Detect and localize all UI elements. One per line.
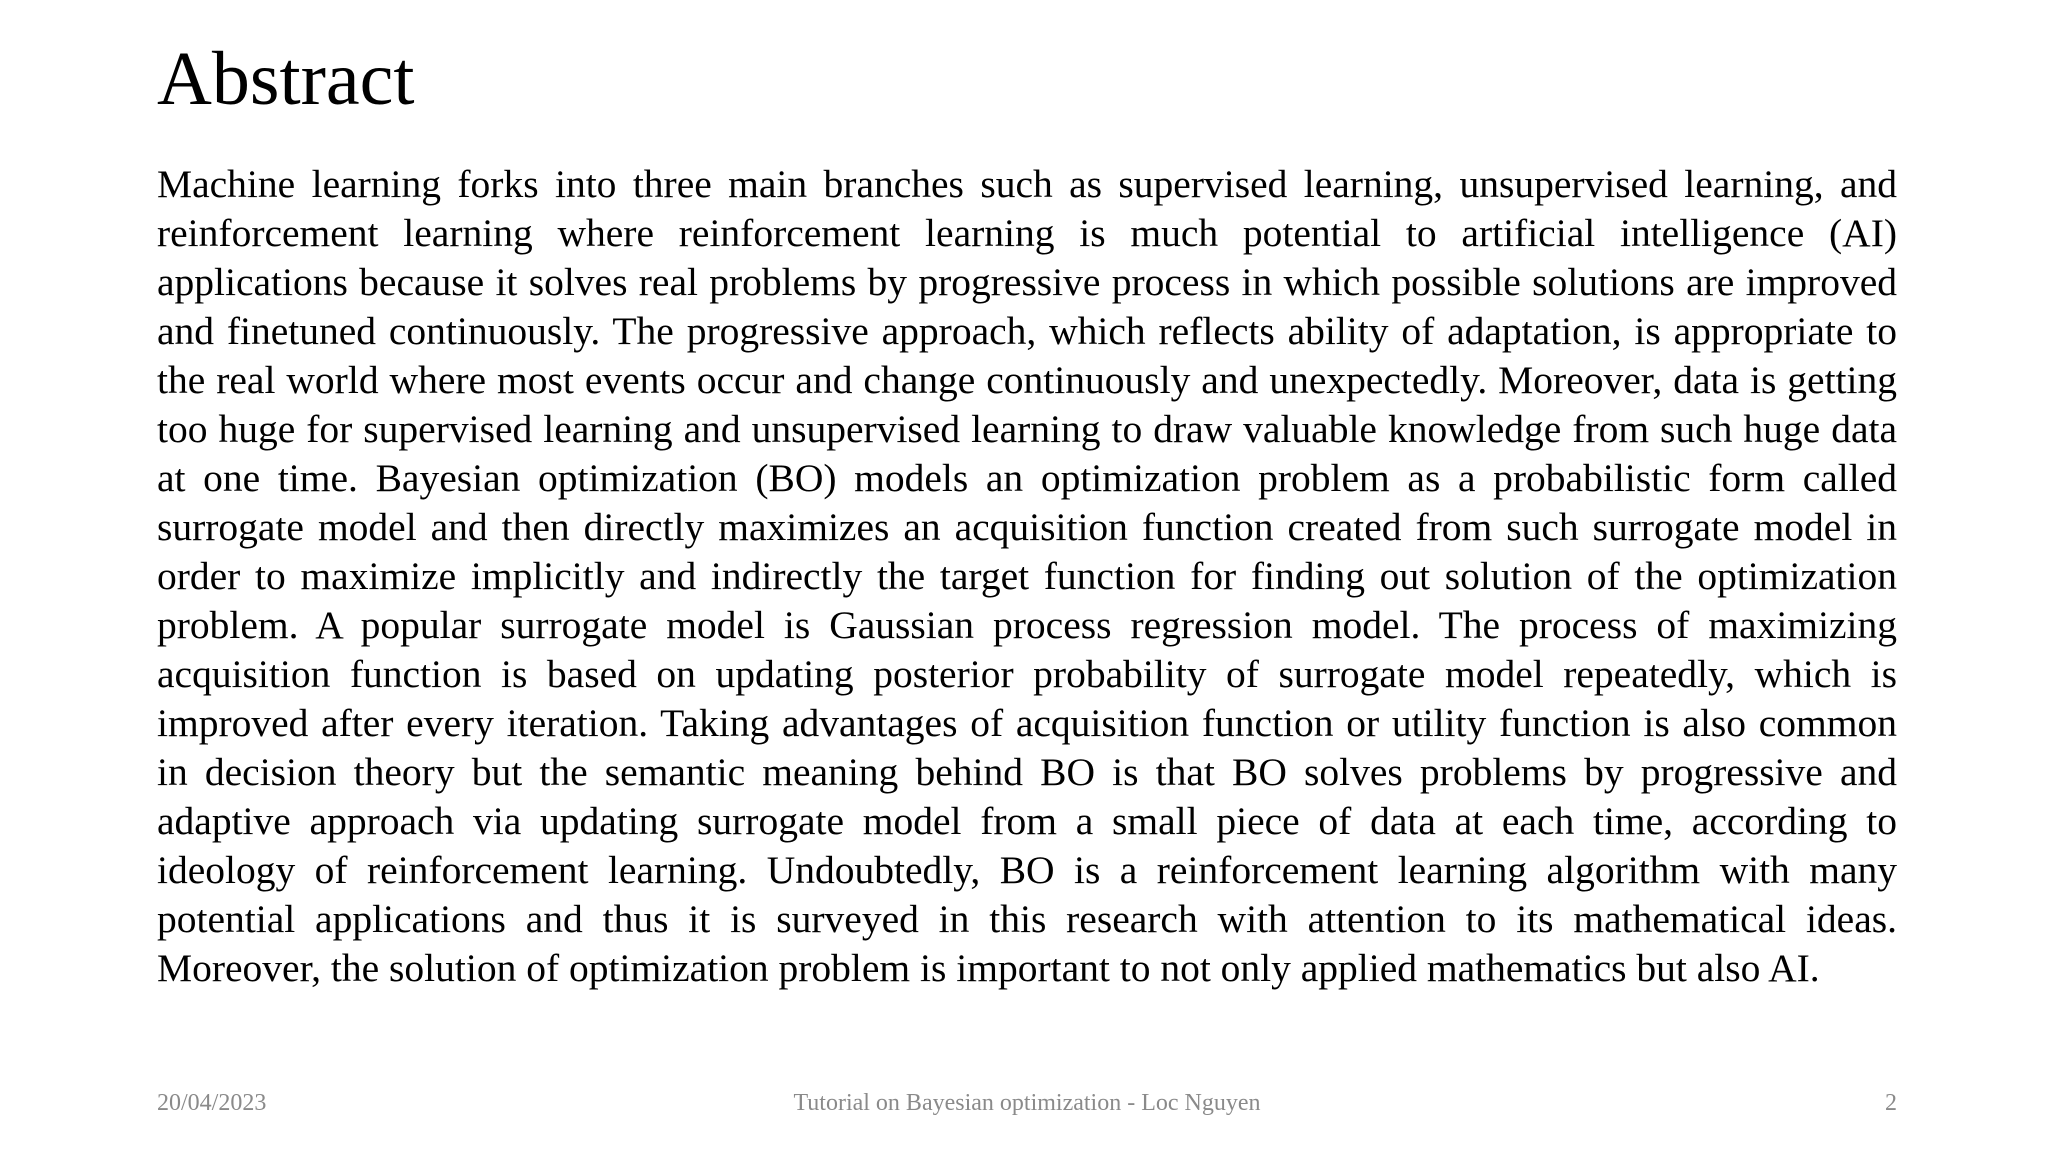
footer-page-number: 2 <box>1885 1090 1897 1116</box>
abstract-paragraph: Machine learning forks into three main branches such as supervised learning, unsupervised learning, and reinforcement learning where reinforcement learning is much potential to artificial intelligence (AI) applications because it solves real problems by progressive process in which possible solutions are improved and finetuned continuously. The progressive approach, which reflects ability of adaptation, is appropriate to the real world where most events occur and change continuously and unexpectedly. Moreover, data is getting too huge for supervised learning and unsupervised learning to draw valuable knowledge from such huge data at one time. Bayesian optimization (BO) models an optimization problem as a probabilistic form called surrogate model and then directly maximizes an acquisition function created from such surrogate model in order to maximize implicitly and indirectly the target function for finding out solution of the optimization problem. A popular surrogate model is Gaussian process regression model. The process of maximizing acquisition function is based on updating posterior probability of surrogate model repeatedly, which is improved after every iteration. Taking advantages of acquisition function or utility function is also common in decision theory but the semantic meaning behind BO is that BO solves problems by progressive and adaptive approach via updating surrogate model from a small piece of data at each time, according to ideology of reinforcement learning. Undoubtedly, BO is a reinforcement learning algorithm with many potential applications and thus it is surveyed in this research with attention to its mathematical ideas. Moreover, the solution of optimization problem is important to not only applied mathematics but also AI. <box>157 162 1897 990</box>
slide-footer <box>157 1088 1897 1118</box>
footer-presentation-title: Tutorial on Bayesian optimization - Loc Nguyen <box>793 1090 1261 1116</box>
slide-title: Abstract <box>157 37 415 121</box>
footer-date: 20/04/2023 <box>157 1090 267 1116</box>
